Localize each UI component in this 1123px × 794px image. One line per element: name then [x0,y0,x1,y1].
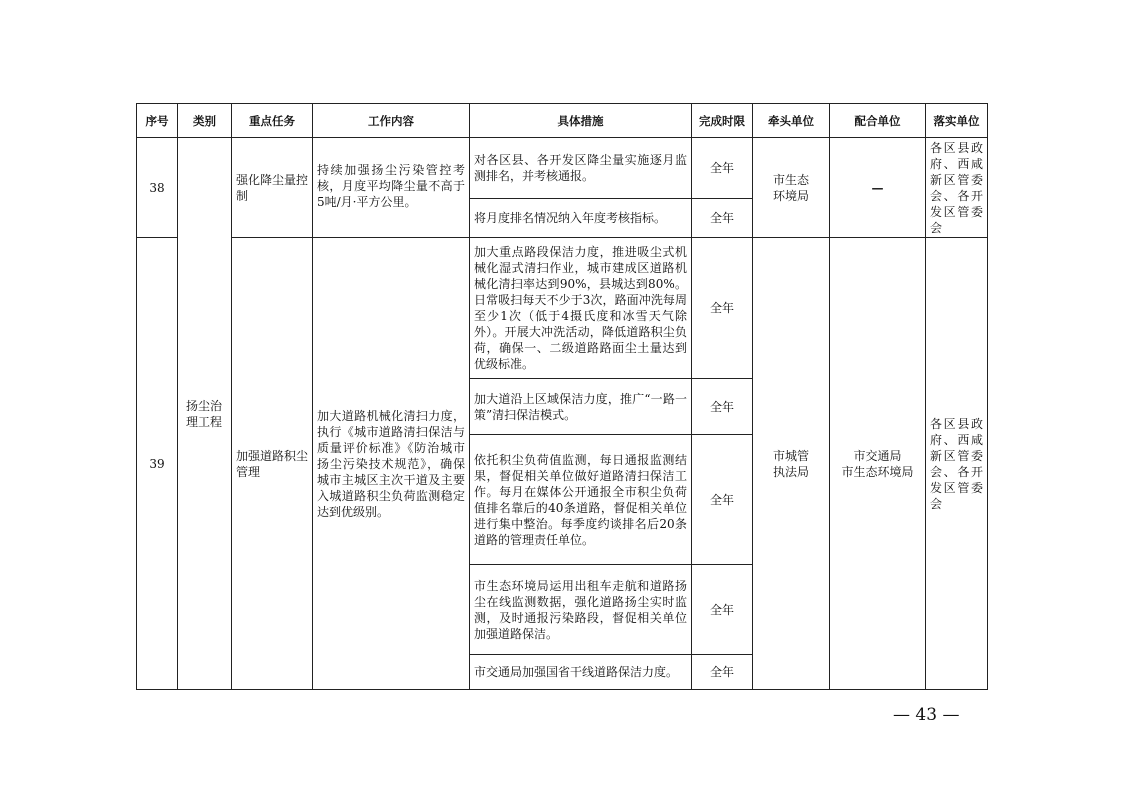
header-coop: 配合单位 [830,104,926,138]
measure-text: 依托积尘负荷值监测，每日通报监测结果，督促相关单位做好道路清扫保洁工作。每月在媒体公开通报全市积尘负荷值排名靠后的40条道路，督促相关单位进行集中整治。每季度约谈排名后20条道路的管理责任单位。 [470,435,692,565]
table-row [137,138,988,199]
measure-deadline: 全年 [692,238,753,379]
measure-text: 加大道沿上区域保洁力度，推广“一路一策”清扫保洁模式。 [470,379,692,435]
task-table [136,103,988,690]
row-no: 39 [137,238,178,690]
category-cell: 扬尘治理工程 [178,138,232,690]
header-task: 重点任务 [232,104,313,138]
measure-text: 市生态环境局运用出租车走航和道路扬尘在线监测数据，强化道路扬尘实时监测，及时通报污染路段，督促相关单位加强道路保洁。 [470,565,692,655]
row-impl: 各区县政府、西咸新区管委会、各开发区管委会 [926,238,988,690]
row-impl: 各区县政府、西咸新区管委会、各开发区管委会 [926,138,988,238]
row-content: 加大道路机械化清扫力度，执行《城市道路清扫保洁与质量评价标准》《防治城市扬尘污染技术规范》，确保城市主城区主次干道及主要入城道路积尘负荷监测稳定达到优级别。 [313,238,470,690]
header-row [137,104,988,138]
measure-text: 市交通局加强国省干线道路保洁力度。 [470,655,692,690]
coop-line: 市交通局 [853,448,902,463]
header-no: 序号 [137,104,178,138]
measure-text: 对各区县、各开发区降尘量实施逐月监测排名，并考核通报。 [470,138,692,199]
measure-deadline: 全年 [692,435,753,565]
page-number: — 43 — [893,705,960,725]
measure-deadline: 全年 [692,565,753,655]
header-measures: 具体措施 [470,104,692,138]
header-deadline: 完成时限 [692,104,753,138]
row-lead: 市城管执法局 [753,238,830,690]
row-coop: — [830,138,926,238]
measure-deadline: 全年 [692,199,753,238]
row-lead: 市生态环境局 [753,138,830,238]
header-category: 类别 [178,104,232,138]
row-no: 38 [137,138,178,238]
row-task: 加强道路积尘管理 [232,238,313,690]
table-row [137,238,988,379]
row-content: 持续加强扬尘污染管控考核，月度平均降尘量不高于5吨/月·平方公里。 [313,138,470,238]
measure-deadline: 全年 [692,655,753,690]
measure-deadline: 全年 [692,138,753,199]
row-coop [830,238,926,690]
measure-text: 将月度排名情况纳入年度考核指标。 [470,199,692,238]
row-task: 强化降尘量控制 [232,138,313,238]
header-lead: 牵头单位 [753,104,830,138]
coop-line: 市生态环境局 [841,464,914,479]
measure-deadline: 全年 [692,379,753,435]
header-impl: 落实单位 [926,104,988,138]
measure-text: 加大重点路段保洁力度，推进吸尘式机械化湿式清扫作业，城市建成区道路机械化清扫率达到90%，县城达到80%。日常吸扫每天不少于3次，路面冲洗每周至少1次（低于4摄氏度和冰雪天气除外）。开展大冲洗活动，降低道路积尘负荷，确保一、二级道路路面尘土量达到优级标准。 [470,238,692,379]
header-content: 工作内容 [313,104,470,138]
